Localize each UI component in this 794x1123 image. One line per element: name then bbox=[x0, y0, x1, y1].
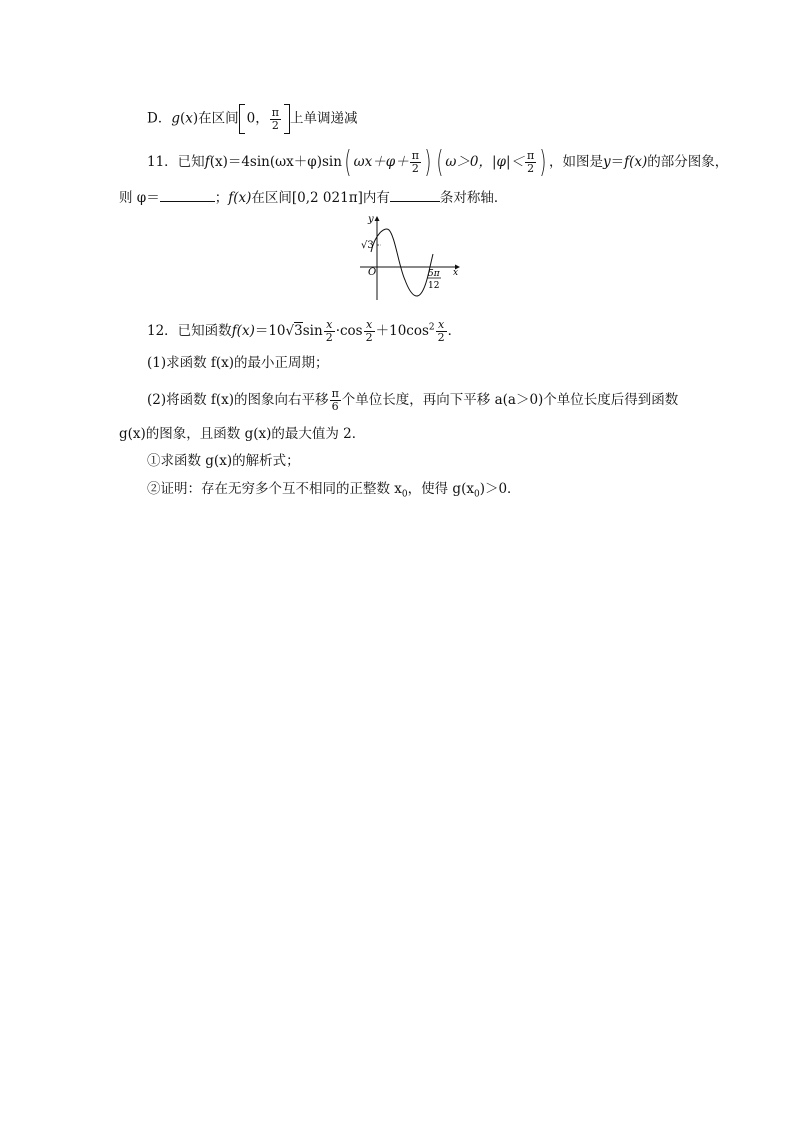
x-over-2-a: $\frac{x}{2}$ bbox=[325, 318, 333, 344]
q12-part2-text-a: (2)将函数 f(x)的图象向右平移 bbox=[147, 392, 329, 408]
q12-part2-line2: g(x)的图象，且函数 g(x)的最大值为 2． bbox=[119, 426, 366, 442]
option-d-text1: 在区间 bbox=[198, 110, 239, 127]
tick-denominator: 12 bbox=[428, 281, 440, 291]
q12-fx: f(x) bbox=[231, 323, 255, 339]
q11-end: 条对称轴． bbox=[439, 190, 508, 206]
q11-cond-frac: $\frac{\pi}{2}$ bbox=[527, 149, 535, 175]
option-d-paren-open: ( bbox=[179, 110, 186, 127]
paren-close: ) bbox=[424, 144, 432, 180]
q12-sub2 bbox=[147, 479, 521, 499]
q12-part2-text-b: 个单位长度，再向下平移 a(a＞0)个单位长度后得到函数 bbox=[341, 392, 679, 408]
q12-period: ． bbox=[447, 323, 462, 339]
x-axis-label: x bbox=[453, 268, 459, 278]
pi-over-2: $\frac{\pi}{2}$ bbox=[271, 105, 279, 132]
q11-interval-text: 在区间[0,2 021π]内有 bbox=[251, 190, 390, 206]
q11-eq: ＝ bbox=[610, 154, 625, 170]
q12-sub2-subscript-2: 0 bbox=[473, 489, 480, 500]
option-d bbox=[147, 104, 358, 134]
q12-plus: ＋10cos bbox=[375, 323, 429, 339]
answer-blank-axis-count[interactable] bbox=[390, 189, 440, 202]
x-over-2-c: $\frac{x}{2}$ bbox=[437, 318, 445, 344]
tick-numerator: 5π bbox=[428, 269, 440, 279]
option-d-text2: 上单调递减 bbox=[290, 110, 358, 127]
sqrt3-label: √3 bbox=[361, 240, 374, 251]
q12-line1 bbox=[147, 319, 461, 344]
q11-line1 bbox=[147, 144, 729, 180]
sqrt-arg: 3 bbox=[294, 323, 303, 339]
q12-sub2-text-c: ，使得 g(x bbox=[407, 481, 474, 497]
answer-blank-phi[interactable] bbox=[160, 189, 215, 202]
option-d-var: x bbox=[185, 110, 193, 127]
sine-curve bbox=[371, 229, 433, 296]
q12-part2-line1 bbox=[147, 388, 678, 413]
pi-over-6: $\frac{\pi}{6}$ bbox=[331, 387, 339, 413]
y-axis-label: y bbox=[368, 214, 374, 225]
q12-square: 2 bbox=[428, 322, 435, 333]
option-d-paren-close: ) bbox=[192, 110, 199, 127]
q11-fx: f(x) bbox=[624, 154, 648, 170]
q12-sub2-subscript-1: 0 bbox=[401, 489, 408, 500]
q11-x: (x) bbox=[209, 154, 228, 170]
q11-number: 11．已知 bbox=[147, 154, 205, 170]
q11-tail: ，如图是 bbox=[549, 154, 603, 170]
left-bracket bbox=[239, 104, 245, 134]
q12-cos: ·cos bbox=[335, 323, 363, 339]
q11-line2 bbox=[119, 188, 507, 208]
function-graph bbox=[355, 212, 465, 304]
q11-pi-over-2: $\frac{\pi}{2}$ bbox=[411, 149, 419, 175]
option-d-func: g bbox=[171, 110, 180, 127]
q11-f: f bbox=[204, 154, 210, 170]
q12-number: 12．已知函数 bbox=[147, 323, 232, 339]
y-axis-arrow bbox=[375, 216, 380, 221]
q12-sin: sin bbox=[302, 323, 323, 339]
paren-open-2: ( bbox=[436, 144, 444, 180]
q11-phi-label: 则 φ＝ bbox=[119, 190, 160, 206]
q11-tail2: 的部分图象， bbox=[647, 154, 729, 170]
q12-part1: (1)求函数 f(x)的最小正周期； bbox=[147, 355, 329, 371]
option-d-letter: D． bbox=[147, 110, 172, 127]
paren-open: ( bbox=[344, 144, 352, 180]
q11-semicolon: ； bbox=[214, 190, 229, 206]
q12-sub2-text-a: ②证明：存在无穷多个互不相同的正整数 x bbox=[147, 481, 402, 497]
q11-fx2: f(x) bbox=[228, 190, 252, 206]
paren-close-2: ) bbox=[539, 144, 547, 180]
q11-inner: ωx＋φ＋ bbox=[353, 154, 409, 170]
q12-coef: ＝10 bbox=[254, 323, 286, 339]
q11-cond: ω＞0，|φ|＜ bbox=[445, 154, 525, 170]
sqrt-sign: √ bbox=[285, 323, 295, 339]
q11-expr: ＝4sin(ωx＋φ)sin bbox=[227, 154, 342, 170]
origin-label: O bbox=[368, 267, 377, 278]
x-over-2-b: $\frac{x}{2}$ bbox=[365, 318, 373, 344]
q12-sub1: ①求函数 g(x)的解析式； bbox=[147, 453, 300, 469]
option-d-zero: 0， bbox=[246, 110, 269, 127]
q11-y: y bbox=[603, 154, 611, 170]
q12-sub2-text-e: )＞0． bbox=[479, 481, 521, 497]
